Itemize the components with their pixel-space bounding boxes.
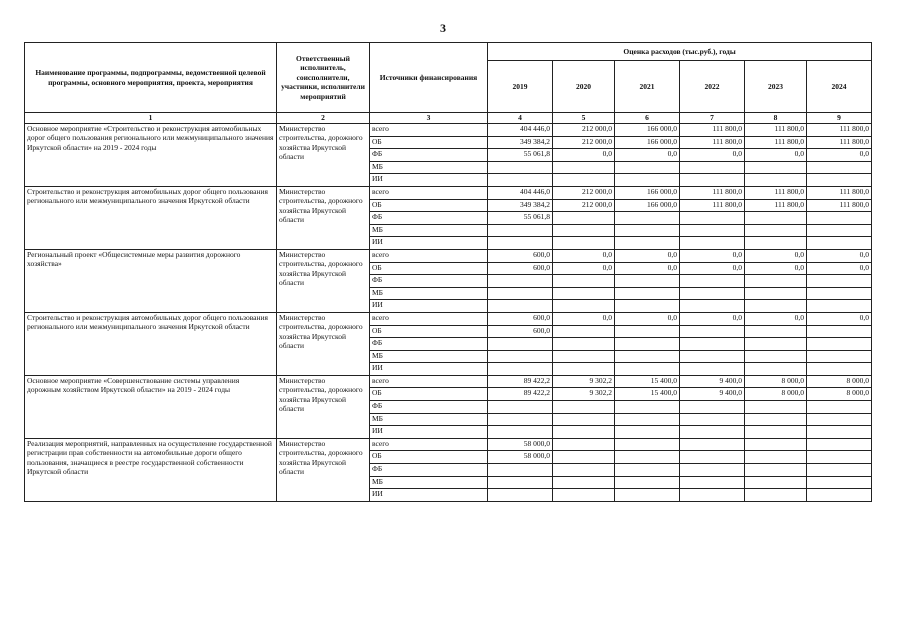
amount-cell: 600,0	[488, 312, 553, 325]
amount-cell	[488, 174, 553, 187]
amount-cell	[615, 401, 680, 414]
amount-cell: 0,0	[615, 312, 680, 325]
amount-cell	[745, 438, 807, 451]
amount-cell	[745, 300, 807, 313]
funding-source: ФБ	[370, 464, 488, 477]
column-number: 8	[745, 113, 807, 124]
amount-cell	[488, 413, 553, 426]
amount-cell: 9 302,2	[553, 375, 615, 388]
amount-cell: 111 800,0	[680, 199, 745, 212]
amount-cell	[745, 401, 807, 414]
amount-cell	[488, 161, 553, 174]
activity-name: Строительство и реконструкция автомобильных дорог общего пользования регионального или межмуниципального значения Иркутской области	[25, 312, 277, 375]
funding-source: ИИ	[370, 174, 488, 187]
amount-cell	[745, 363, 807, 376]
funding-source: всего	[370, 375, 488, 388]
header-cost: Оценка расходов (тыс.руб.), годы	[488, 43, 872, 61]
responsible-executor: Министерство строительства, дорожного хозяйства Иркутской области	[277, 438, 370, 501]
header-year: 2020	[553, 61, 615, 113]
amount-cell	[680, 489, 745, 502]
column-number: 1	[25, 113, 277, 124]
amount-cell: 89 422,2	[488, 388, 553, 401]
amount-cell	[680, 161, 745, 174]
amount-cell: 9 400,0	[680, 388, 745, 401]
amount-cell	[807, 489, 872, 502]
responsible-executor: Министерство строительства, дорожного хозяйства Иркутской области	[277, 312, 370, 375]
funding-source: ИИ	[370, 363, 488, 376]
funding-source: всего	[370, 186, 488, 199]
amount-cell	[615, 489, 680, 502]
amount-cell	[807, 224, 872, 237]
amount-cell: 600,0	[488, 325, 553, 338]
column-number: 3	[370, 113, 488, 124]
amount-cell: 404 446,0	[488, 186, 553, 199]
funding-source: всего	[370, 124, 488, 137]
amount-cell	[615, 325, 680, 338]
amount-cell	[745, 325, 807, 338]
funding-source: ОБ	[370, 262, 488, 275]
amount-cell	[553, 174, 615, 187]
amount-cell	[553, 426, 615, 439]
amount-cell: 58 000,0	[488, 451, 553, 464]
amount-cell	[807, 287, 872, 300]
amount-cell	[553, 325, 615, 338]
amount-cell	[680, 476, 745, 489]
amount-cell	[807, 464, 872, 477]
amount-cell: 0,0	[745, 149, 807, 162]
amount-cell	[807, 426, 872, 439]
amount-cell	[615, 438, 680, 451]
amount-cell: 8 000,0	[745, 375, 807, 388]
funding-source: ОБ	[370, 325, 488, 338]
table-row	[25, 312, 872, 325]
amount-cell	[553, 212, 615, 225]
activity-name: Реализация мероприятий, направленных на осуществление государственной регистрации прав собственности на автомобильные дороги общего пользования, значащиеся в реестре государственной собственности Иркутской области	[25, 438, 277, 501]
amount-cell	[807, 325, 872, 338]
header-year: 2022	[680, 61, 745, 113]
column-number: 9	[807, 113, 872, 124]
responsible-executor: Министерство строительства, дорожного хозяйства Иркутской области	[277, 186, 370, 249]
amount-cell: 111 800,0	[680, 186, 745, 199]
header-year: 2023	[745, 61, 807, 113]
amount-cell	[807, 275, 872, 288]
funding-source: ФБ	[370, 401, 488, 414]
amount-cell	[488, 224, 553, 237]
amount-cell: 111 800,0	[680, 124, 745, 137]
amount-cell	[745, 350, 807, 363]
amount-cell	[680, 464, 745, 477]
amount-cell	[745, 476, 807, 489]
table-row	[25, 375, 872, 388]
amount-cell	[553, 476, 615, 489]
amount-cell	[615, 413, 680, 426]
amount-cell	[615, 237, 680, 250]
amount-cell	[488, 426, 553, 439]
header-source: Источники финансирования	[370, 43, 488, 113]
amount-cell	[680, 413, 745, 426]
header-year: 2021	[615, 61, 680, 113]
column-number: 6	[615, 113, 680, 124]
amount-cell	[615, 363, 680, 376]
amount-cell	[553, 350, 615, 363]
amount-cell	[745, 275, 807, 288]
amount-cell	[553, 438, 615, 451]
amount-cell: 166 000,0	[615, 136, 680, 149]
amount-cell	[807, 350, 872, 363]
amount-cell: 0,0	[553, 149, 615, 162]
amount-cell	[745, 451, 807, 464]
amount-cell: 212 000,0	[553, 124, 615, 137]
amount-cell	[615, 161, 680, 174]
funding-source: ФБ	[370, 338, 488, 351]
amount-cell: 0,0	[680, 312, 745, 325]
amount-cell: 0,0	[680, 149, 745, 162]
amount-cell: 349 384,2	[488, 199, 553, 212]
funding-source: ИИ	[370, 300, 488, 313]
funding-source: ИИ	[370, 237, 488, 250]
responsible-executor: Министерство строительства, дорожного хозяйства Иркутской области	[277, 249, 370, 312]
amount-cell	[615, 212, 680, 225]
funding-source: ИИ	[370, 426, 488, 439]
funding-source: МБ	[370, 161, 488, 174]
amount-cell	[745, 237, 807, 250]
amount-cell	[488, 338, 553, 351]
amount-cell	[488, 350, 553, 363]
amount-cell: 600,0	[488, 262, 553, 275]
amount-cell	[553, 489, 615, 502]
amount-cell	[680, 300, 745, 313]
amount-cell: 15 400,0	[615, 375, 680, 388]
amount-cell	[553, 275, 615, 288]
amount-cell	[680, 174, 745, 187]
amount-cell	[745, 464, 807, 477]
funding-source: ФБ	[370, 212, 488, 225]
table-row	[25, 438, 872, 451]
amount-cell: 111 800,0	[745, 186, 807, 199]
amount-cell	[553, 464, 615, 477]
amount-cell	[615, 451, 680, 464]
amount-cell	[807, 161, 872, 174]
funding-source: МБ	[370, 287, 488, 300]
amount-cell	[745, 338, 807, 351]
amount-cell: 0,0	[553, 312, 615, 325]
amount-cell	[745, 174, 807, 187]
amount-cell	[553, 161, 615, 174]
column-number: 7	[680, 113, 745, 124]
funding-source: МБ	[370, 350, 488, 363]
amount-cell	[680, 212, 745, 225]
amount-cell	[807, 413, 872, 426]
amount-cell: 212 000,0	[553, 186, 615, 199]
funding-source: ОБ	[370, 451, 488, 464]
funding-source: всего	[370, 312, 488, 325]
amount-cell	[615, 350, 680, 363]
amount-cell	[553, 287, 615, 300]
amount-cell: 55 061,8	[488, 149, 553, 162]
header-year: 2024	[807, 61, 872, 113]
amount-cell: 212 000,0	[553, 199, 615, 212]
amount-cell	[745, 224, 807, 237]
amount-cell	[680, 451, 745, 464]
amount-cell	[615, 426, 680, 439]
amount-cell: 8 000,0	[745, 388, 807, 401]
amount-cell: 111 800,0	[807, 136, 872, 149]
amount-cell: 0,0	[745, 249, 807, 262]
funding-source: МБ	[370, 476, 488, 489]
amount-cell: 0,0	[745, 262, 807, 275]
amount-cell	[680, 363, 745, 376]
amount-cell: 0,0	[615, 249, 680, 262]
table-body	[25, 124, 872, 502]
amount-cell: 55 061,8	[488, 212, 553, 225]
amount-cell	[807, 237, 872, 250]
amount-cell: 111 800,0	[807, 199, 872, 212]
amount-cell	[615, 464, 680, 477]
amount-cell: 212 000,0	[553, 136, 615, 149]
amount-cell	[680, 426, 745, 439]
funding-source: ФБ	[370, 275, 488, 288]
amount-cell	[807, 451, 872, 464]
column-number: 5	[553, 113, 615, 124]
amount-cell: 166 000,0	[615, 186, 680, 199]
funding-source: всего	[370, 249, 488, 262]
amount-cell	[488, 489, 553, 502]
amount-cell	[488, 476, 553, 489]
amount-cell	[745, 426, 807, 439]
amount-cell: 15 400,0	[615, 388, 680, 401]
amount-cell: 111 800,0	[745, 136, 807, 149]
amount-cell	[615, 300, 680, 313]
amount-cell	[680, 237, 745, 250]
amount-cell	[488, 363, 553, 376]
amount-cell	[553, 401, 615, 414]
amount-cell: 8 000,0	[807, 388, 872, 401]
amount-cell: 0,0	[615, 149, 680, 162]
column-number: 4	[488, 113, 553, 124]
amount-cell	[745, 212, 807, 225]
amount-cell: 0,0	[807, 312, 872, 325]
funding-source: ИИ	[370, 489, 488, 502]
activity-name: Основное мероприятие «Совершенствование системы управления дорожным хозяйством Иркутской области» на 2019 - 2024 годы	[25, 375, 277, 438]
responsible-executor: Министерство строительства, дорожного хозяйства Иркутской области	[277, 375, 370, 438]
amount-cell: 0,0	[680, 262, 745, 275]
amount-cell	[615, 287, 680, 300]
amount-cell: 0,0	[807, 262, 872, 275]
amount-cell	[488, 237, 553, 250]
amount-cell: 166 000,0	[615, 199, 680, 212]
amount-cell: 404 446,0	[488, 124, 553, 137]
amount-cell: 111 800,0	[807, 124, 872, 137]
amount-cell	[680, 275, 745, 288]
column-number: 2	[277, 113, 370, 124]
amount-cell	[553, 451, 615, 464]
amount-cell	[680, 401, 745, 414]
amount-cell	[680, 325, 745, 338]
amount-cell: 111 800,0	[745, 199, 807, 212]
amount-cell	[807, 212, 872, 225]
amount-cell: 111 800,0	[745, 124, 807, 137]
amount-cell	[553, 237, 615, 250]
amount-cell	[615, 476, 680, 489]
table-row	[25, 249, 872, 262]
table-row	[25, 186, 872, 199]
amount-cell	[807, 401, 872, 414]
amount-cell	[488, 287, 553, 300]
amount-cell: 8 000,0	[807, 375, 872, 388]
amount-cell: 166 000,0	[615, 124, 680, 137]
amount-cell	[680, 287, 745, 300]
amount-cell	[745, 489, 807, 502]
amount-cell: 0,0	[745, 312, 807, 325]
page-number: 3	[440, 21, 446, 35]
amount-cell: 58 000,0	[488, 438, 553, 451]
amount-cell: 0,0	[615, 262, 680, 275]
funding-source: ОБ	[370, 388, 488, 401]
amount-cell: 0,0	[807, 149, 872, 162]
amount-cell: 111 800,0	[680, 136, 745, 149]
activity-name: Региональный проект «Общесистемные меры развития дорожного хозяйства»	[25, 249, 277, 312]
funding-source: ФБ	[370, 149, 488, 162]
activity-name: Строительство и реконструкция автомобильных дорог общего пользования регионального или межмуниципального значения Иркутской области	[25, 186, 277, 249]
header-executor: Ответственный исполнитель, соисполнители, участники, исполнители мероприятий	[277, 43, 370, 113]
amount-cell: 0,0	[553, 249, 615, 262]
amount-cell	[553, 413, 615, 426]
amount-cell	[615, 338, 680, 351]
amount-cell: 600,0	[488, 249, 553, 262]
amount-cell: 89 422,2	[488, 375, 553, 388]
amount-cell	[680, 438, 745, 451]
amount-cell	[488, 464, 553, 477]
amount-cell	[615, 275, 680, 288]
amount-cell: 9 400,0	[680, 375, 745, 388]
responsible-executor: Министерство строительства, дорожного хозяйства Иркутской области	[277, 124, 370, 187]
budget-table	[24, 42, 872, 502]
amount-cell	[553, 300, 615, 313]
amount-cell	[488, 401, 553, 414]
activity-name: Основное мероприятие «Строительство и реконструкция автомобильных дорог общего пользования регионального или межмуниципального значения Иркутской области» на 2019 - 2024 годы	[25, 124, 277, 187]
funding-source: ОБ	[370, 136, 488, 149]
amount-cell	[615, 174, 680, 187]
amount-cell: 0,0	[553, 262, 615, 275]
header-name: Наименование программы, подпрограммы, ведомственной целевой программы, основного мероприятия, проекта, мероприятия	[25, 43, 277, 113]
amount-cell	[807, 476, 872, 489]
amount-cell	[807, 174, 872, 187]
amount-cell: 349 384,2	[488, 136, 553, 149]
amount-cell	[488, 275, 553, 288]
amount-cell	[680, 338, 745, 351]
funding-source: всего	[370, 438, 488, 451]
amount-cell	[807, 300, 872, 313]
amount-cell	[807, 363, 872, 376]
amount-cell	[807, 338, 872, 351]
amount-cell	[553, 363, 615, 376]
amount-cell: 0,0	[807, 249, 872, 262]
amount-cell	[680, 224, 745, 237]
amount-cell	[553, 338, 615, 351]
table-row	[25, 124, 872, 137]
amount-cell	[745, 287, 807, 300]
header-year: 2019	[488, 61, 553, 113]
amount-cell	[615, 224, 680, 237]
amount-cell: 9 302,2	[553, 388, 615, 401]
amount-cell	[745, 413, 807, 426]
amount-cell	[680, 350, 745, 363]
amount-cell	[807, 438, 872, 451]
amount-cell: 111 800,0	[807, 186, 872, 199]
amount-cell	[553, 224, 615, 237]
funding-source: МБ	[370, 224, 488, 237]
amount-cell	[488, 300, 553, 313]
funding-source: МБ	[370, 413, 488, 426]
amount-cell: 0,0	[680, 249, 745, 262]
amount-cell	[745, 161, 807, 174]
funding-source: ОБ	[370, 199, 488, 212]
